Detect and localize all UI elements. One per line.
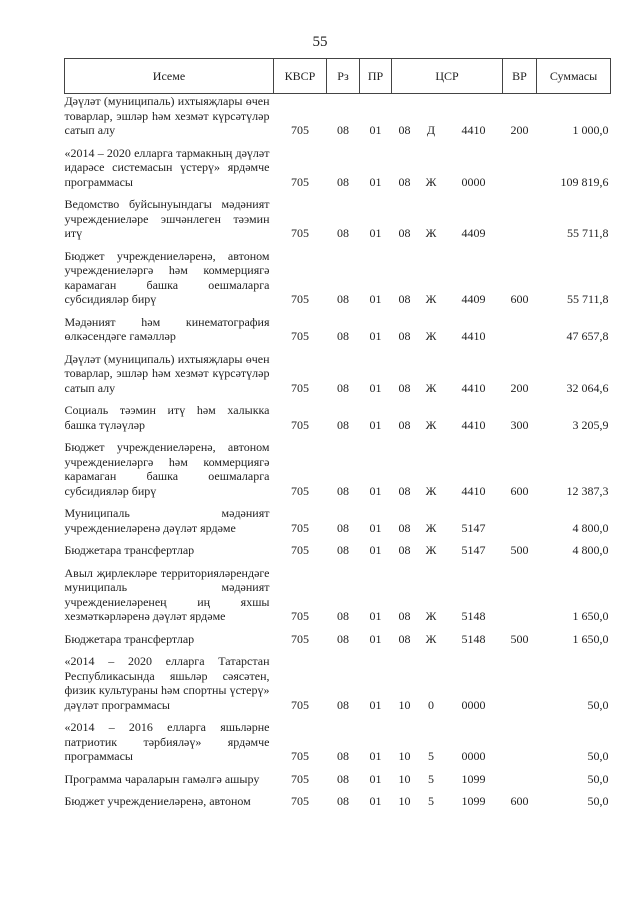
budget-table — [64, 58, 611, 809]
table-row — [65, 535, 611, 558]
row-pr: 01 — [369, 749, 382, 763]
row-vr: 500 — [510, 631, 529, 646]
row-csr-program: 08 — [398, 380, 411, 395]
row-kvsr: 705 — [291, 380, 309, 395]
row-rz: 08 — [337, 749, 349, 763]
row-rz: 08 — [337, 771, 349, 786]
row-csr-code: 5148 — [461, 609, 486, 623]
row-csr-subprogram: Ж — [425, 174, 437, 189]
row-pr: 01 — [369, 543, 382, 557]
row-sum: 4 800,0 — [572, 520, 609, 535]
row-csr-subprogram: Ж — [425, 483, 437, 498]
row-name: Бюджетара трансфертлар — [64, 631, 195, 646]
row-csr-program: 08 — [398, 329, 411, 343]
header-name: Исеме — [65, 59, 274, 94]
row-vr — [503, 646, 537, 712]
row-rz: 08 — [337, 174, 349, 189]
row-sum: 47 657,8 — [566, 329, 609, 343]
row-vr — [503, 558, 537, 624]
row-rz: 08 — [337, 226, 349, 240]
row-csr-subprogram: Ж — [425, 631, 437, 646]
table-row — [65, 558, 611, 624]
row-rz: 08 — [337, 292, 349, 306]
row-rz: 08 — [337, 609, 349, 623]
row-csr-subprogram: Ж — [425, 292, 437, 306]
row-csr-code: 4409 — [461, 226, 486, 240]
row-pr: 01 — [369, 292, 382, 306]
row-kvsr: 705 — [291, 123, 309, 137]
row-csr-subprogram: Ж — [425, 520, 437, 535]
row-name: Дәүләт (муниципаль) ихтыяҗлары өчен товарлар, эшләр һәм хезмәт күрсәтүләр сатып алу — [64, 94, 270, 137]
row-csr-subprogram: Ж — [425, 543, 437, 557]
header-kvsr: КВСР — [274, 59, 327, 94]
table-row — [65, 344, 611, 396]
row-pr: 01 — [369, 174, 382, 189]
table-row — [65, 94, 611, 138]
row-rz: 08 — [337, 483, 349, 498]
row-csr-program: 10 — [398, 749, 411, 763]
row-csr-program: 08 — [398, 417, 411, 432]
row-name: Социаль тәэмин итү һәм халыкка башка түләүләр — [64, 403, 270, 432]
row-kvsr: 705 — [291, 520, 309, 535]
row-kvsr: 705 — [291, 631, 309, 646]
row-kvsr: 705 — [291, 226, 309, 240]
row-pr: 01 — [369, 697, 382, 712]
row-csr-code: 4410 — [461, 417, 486, 432]
page-number: 55 — [312, 34, 328, 50]
row-name: Авыл җирлекләре территорияләрендәге муниципаль мәдәният учреждениеләренең иң яхшы хезмәткәрләренә дәүләт ярдәме — [64, 565, 270, 623]
row-name: Бюджет учреждениеләренә, автоном — [64, 794, 251, 808]
table-row — [65, 712, 611, 764]
header-csr: ЦСР — [392, 59, 503, 94]
table-row — [65, 786, 611, 809]
row-rz: 08 — [337, 697, 349, 712]
row-kvsr: 705 — [291, 771, 309, 786]
row-sum: 3 205,9 — [572, 417, 609, 432]
row-csr-code: 0000 — [461, 174, 486, 189]
table-row — [65, 189, 611, 241]
row-csr-code: 5148 — [461, 631, 486, 646]
row-vr — [503, 307, 537, 344]
row-sum: 55 711,8 — [566, 292, 609, 306]
row-rz: 08 — [337, 794, 349, 808]
table-row — [65, 498, 611, 535]
row-kvsr: 705 — [291, 749, 309, 763]
row-pr: 01 — [369, 329, 382, 343]
row-vr: 600 — [510, 292, 529, 306]
row-name: Бюджет учреждениеләренә, автоном учреждениеләргә һәм коммерциягә карамаган башка оешмаларга субсидияләр бирү — [64, 440, 270, 498]
row-name: «2014 – 2016 елларга яшьләрне патриотик тәрбияләү» ярдәмче программасы — [64, 720, 270, 763]
row-pr: 01 — [369, 417, 382, 432]
row-csr-code: 5147 — [461, 520, 486, 535]
table-row — [65, 624, 611, 647]
row-csr-code: 4410 — [461, 380, 486, 395]
row-csr-subprogram: Ж — [425, 226, 437, 240]
row-vr — [503, 138, 537, 190]
header-pr: ПР — [360, 59, 392, 94]
row-csr-code: 0000 — [461, 697, 486, 712]
row-csr-code: 0000 — [461, 749, 486, 763]
row-pr: 01 — [369, 380, 382, 395]
row-sum: 32 064,6 — [566, 380, 609, 395]
row-rz: 08 — [337, 543, 349, 557]
row-csr-program: 08 — [398, 123, 411, 137]
row-vr: 600 — [510, 483, 529, 498]
row-csr-program: 08 — [398, 631, 411, 646]
row-name: Муниципаль мәдәният учреждениеләренә дәүләт ярдәме — [64, 506, 270, 535]
row-csr-subprogram: Ж — [425, 329, 437, 343]
row-csr-subprogram: 5 — [428, 771, 434, 786]
row-name: Бюджетара трансфертлар — [64, 543, 195, 557]
row-rz: 08 — [337, 631, 349, 646]
row-vr: 500 — [510, 543, 529, 557]
row-csr-code: 4410 — [461, 483, 486, 498]
row-csr-program: 10 — [398, 697, 411, 712]
row-kvsr: 705 — [291, 417, 309, 432]
row-kvsr: 705 — [291, 794, 309, 808]
row-csr-program: 08 — [398, 543, 411, 557]
row-vr — [503, 764, 537, 787]
row-kvsr: 705 — [291, 543, 309, 557]
row-sum: 55 711,8 — [566, 226, 609, 240]
row-rz: 08 — [337, 123, 349, 137]
row-csr-code: 5147 — [461, 543, 486, 557]
row-name: Дәүләт (муниципаль) ихтыяҗлары өчен товарлар, эшләр һәм хезмәт күрсәтүләр сатып алу — [64, 351, 270, 395]
row-kvsr: 705 — [291, 174, 309, 189]
row-csr-code: 4410 — [461, 329, 486, 343]
row-csr-program: 08 — [398, 226, 411, 240]
header-vr: ВР — [503, 59, 537, 94]
row-vr — [503, 189, 537, 241]
row-vr: 600 — [510, 794, 529, 808]
row-csr-code: 4410 — [461, 123, 486, 137]
row-sum: 50,0 — [587, 697, 609, 712]
table-row — [65, 646, 611, 712]
row-rz: 08 — [337, 380, 349, 395]
row-sum: 1 650,0 — [572, 631, 609, 646]
row-pr: 01 — [369, 771, 382, 786]
row-csr-program: 10 — [398, 771, 411, 786]
row-csr-code: 1099 — [461, 771, 486, 786]
row-csr-program: 08 — [398, 520, 411, 535]
row-name: «2014 – 2020 елларга тармакның дәүләт идарәсе системасын үстерү» ярдәмче программасы — [64, 145, 270, 189]
row-csr-subprogram: Д — [426, 123, 436, 137]
table-body — [65, 94, 611, 809]
table-row — [65, 241, 611, 307]
row-csr-subprogram: 5 — [428, 794, 434, 808]
row-csr-program: 10 — [398, 794, 411, 808]
row-kvsr: 705 — [291, 292, 309, 306]
row-pr: 01 — [369, 520, 382, 535]
table-row — [65, 432, 611, 498]
row-vr: 300 — [510, 417, 529, 432]
row-csr-code: 1099 — [461, 794, 486, 808]
row-csr-subprogram: Ж — [425, 417, 437, 432]
table-row — [65, 138, 611, 190]
row-csr-program: 08 — [398, 483, 411, 498]
row-pr: 01 — [369, 631, 382, 646]
table-row — [65, 395, 611, 432]
row-kvsr: 705 — [291, 697, 309, 712]
row-sum: 4 800,0 — [572, 543, 609, 557]
row-name: Мәдәният һәм кинематография өлкәсендәге гамәлләр — [64, 314, 270, 343]
row-csr-subprogram: 0 — [428, 697, 434, 712]
row-csr-subprogram: Ж — [425, 380, 437, 395]
row-pr: 01 — [369, 794, 382, 808]
row-kvsr: 705 — [291, 329, 309, 343]
row-name: Ведомство буйсынуындагы мәдәният учреждениеләре эшчәнлеген тәэмин итү — [64, 197, 270, 240]
row-vr — [503, 498, 537, 535]
row-name: Программа чараларын гамәлгә ашыру — [64, 771, 260, 786]
row-rz: 08 — [337, 329, 349, 343]
table-row — [65, 307, 611, 344]
header-sum: Суммасы — [537, 59, 611, 94]
row-rz: 08 — [337, 520, 349, 535]
row-pr: 01 — [369, 483, 382, 498]
row-sum: 50,0 — [587, 749, 609, 763]
row-pr: 01 — [369, 609, 382, 623]
table-row — [65, 764, 611, 787]
row-csr-program: 08 — [398, 609, 411, 623]
row-kvsr: 705 — [291, 483, 309, 498]
row-csr-program: 08 — [398, 174, 411, 189]
row-sum: 50,0 — [587, 794, 609, 808]
row-name: «2014 – 2020 елларга Татарстан Республикасында яшьләр сәясәтен, физик культураны һәм спортны үстерү» дәүләт программасы — [64, 654, 270, 712]
row-rz: 08 — [337, 417, 349, 432]
row-sum: 109 819,6 — [560, 174, 609, 189]
row-csr-code: 4409 — [461, 292, 486, 306]
row-csr-subprogram: 5 — [428, 749, 434, 763]
row-csr-program: 08 — [398, 292, 411, 306]
row-sum: 1 000,0 — [572, 123, 609, 137]
table-header — [65, 59, 611, 94]
row-vr — [503, 712, 537, 764]
row-vr: 200 — [510, 380, 529, 395]
row-pr: 01 — [369, 226, 382, 240]
row-pr: 01 — [369, 123, 382, 137]
header-rz: Рз — [327, 59, 360, 94]
row-sum: 1 650,0 — [572, 609, 609, 623]
row-kvsr: 705 — [291, 609, 309, 623]
row-sum: 50,0 — [587, 771, 609, 786]
row-csr-subprogram: Ж — [425, 609, 437, 623]
row-name: Бюджет учреждениеләренә, автоном учреждениеләргә һәм коммерциягә карамаган башка оешмаларга субсидияләр бирү — [64, 248, 270, 306]
row-sum: 12 387,3 — [566, 483, 609, 498]
row-vr: 200 — [510, 123, 529, 137]
